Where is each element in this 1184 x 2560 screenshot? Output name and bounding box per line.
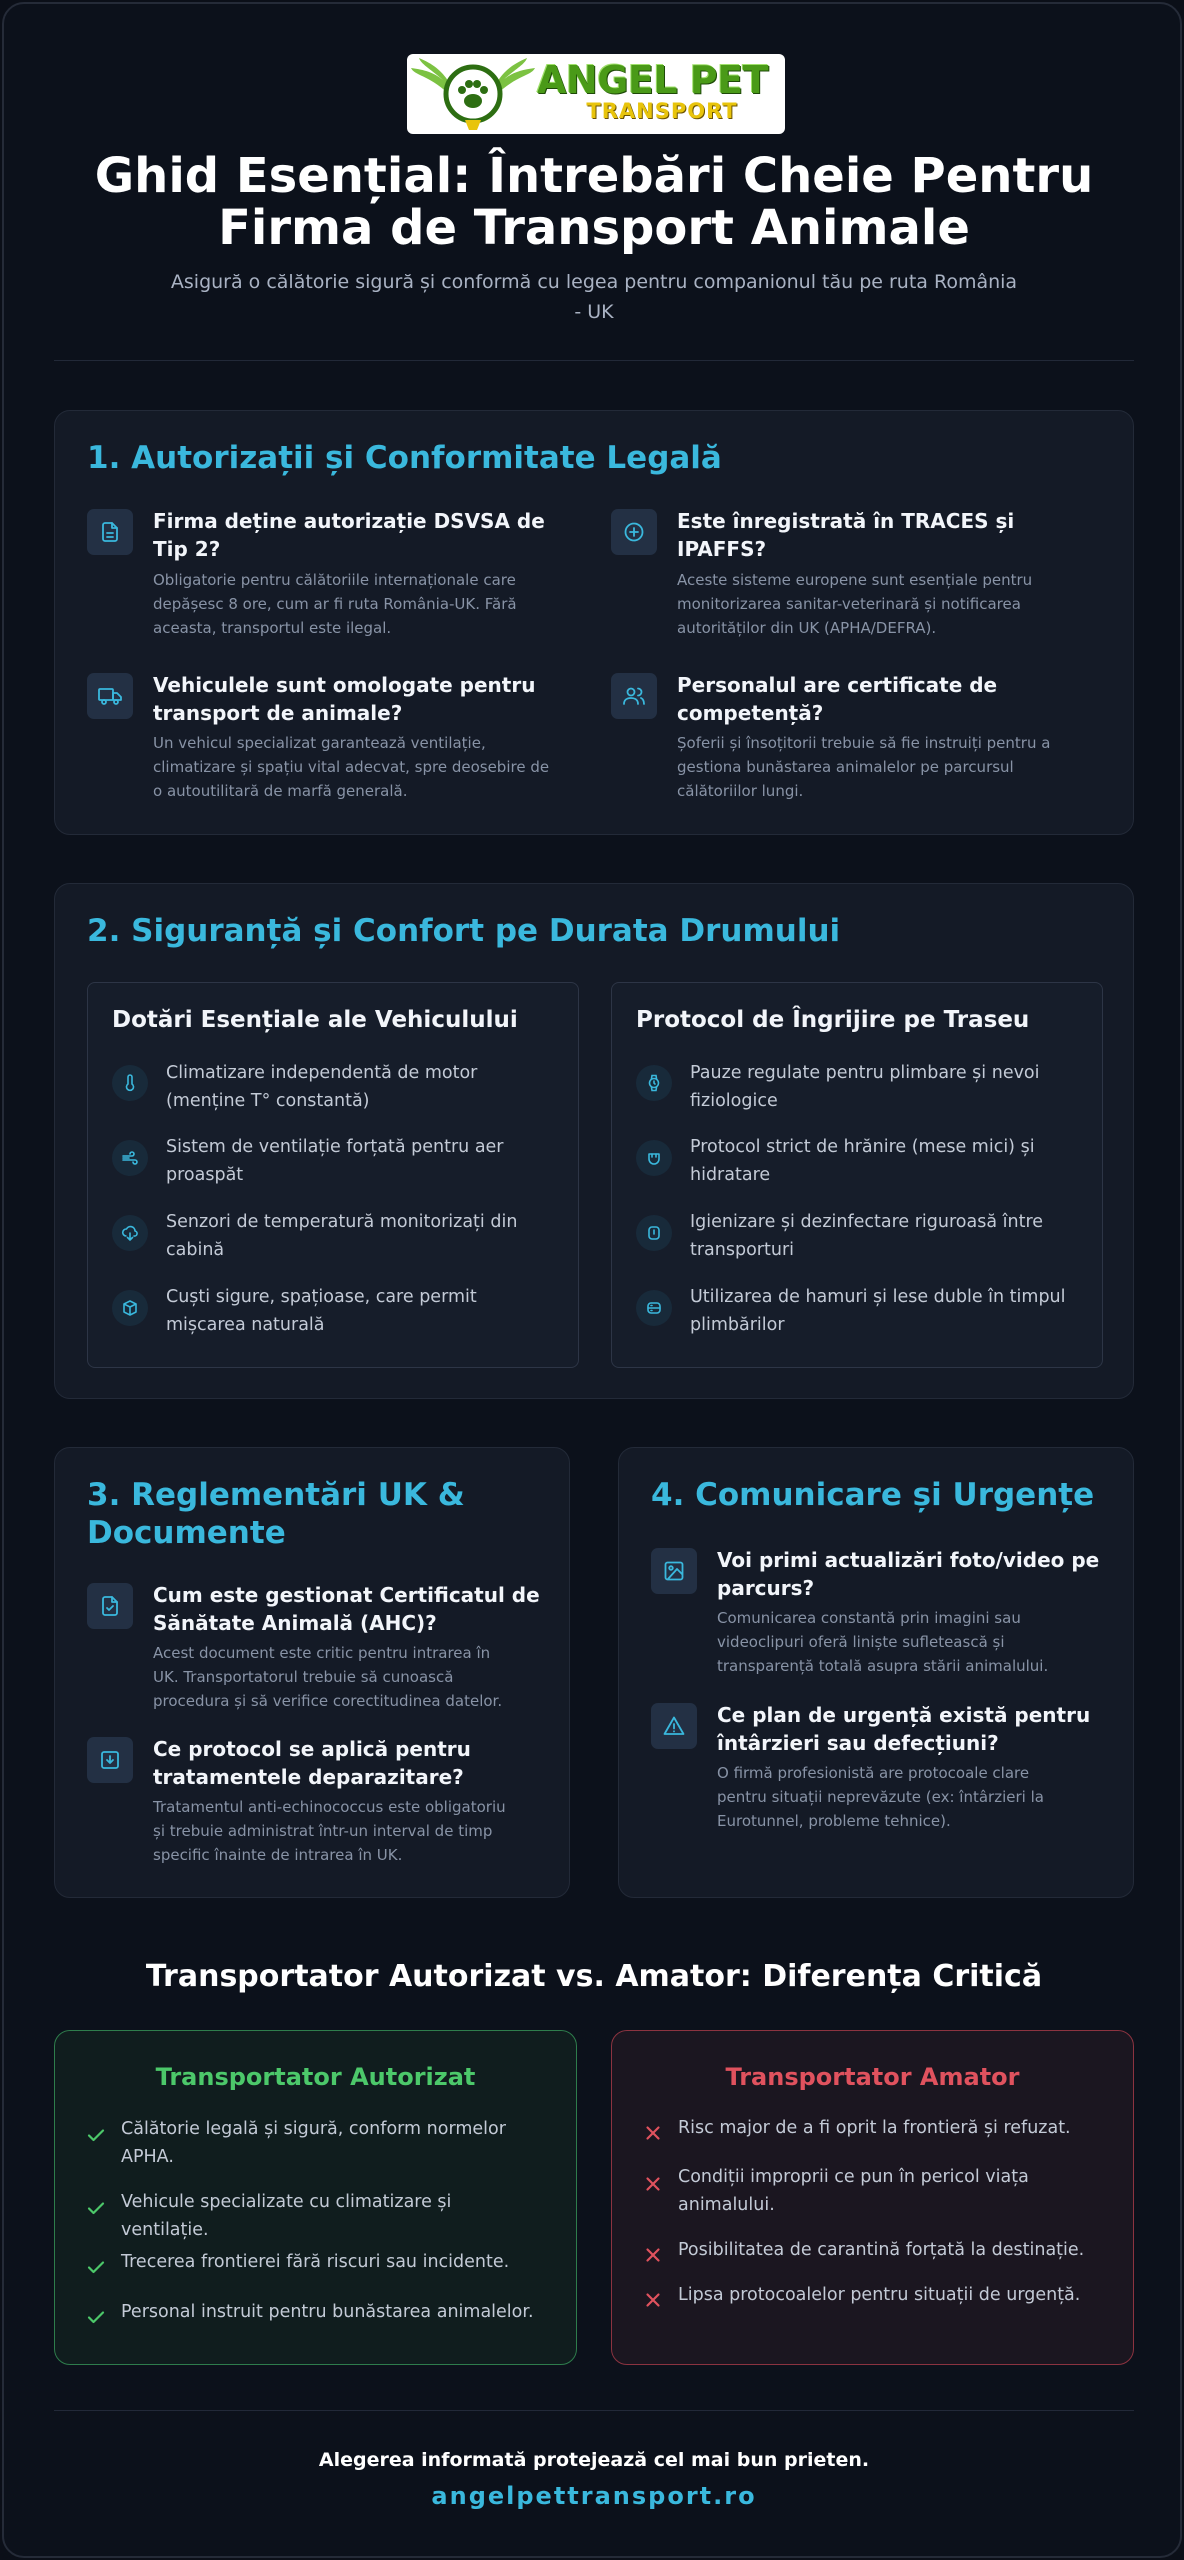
amateur-item xyxy=(678,2163,1118,2219)
question-line: Ce protocol se aplică pentru xyxy=(153,1737,471,1761)
check-icon xyxy=(85,2306,107,2328)
answer-line: videoclipuri oferă liniște sufletească și xyxy=(717,1633,1005,1651)
equipment-line: Sistem de ventilație forțată pentru aer xyxy=(166,1137,504,1157)
answer-line: procedura și să verifice corectitudinea datelor. xyxy=(153,1692,503,1710)
section-communication-title: 4. Comunicare și Urgențe xyxy=(651,1477,1095,1513)
answer-line: Acest document este critic pentru intrarea în xyxy=(153,1644,491,1662)
download-box-icon xyxy=(87,1737,133,1783)
equipment-item xyxy=(166,1283,566,1339)
sanitize-icon xyxy=(636,1215,672,1251)
watch-icon xyxy=(636,1065,672,1101)
question-line: Firma deține autorizație DSVSA de xyxy=(153,509,545,533)
question-line: Ce plan de urgență există pentru xyxy=(717,1703,1091,1727)
authorized-carrier-card xyxy=(54,2030,577,2365)
authorized-line: Călătorie legală și sigură, conform normelor xyxy=(121,2119,506,2139)
authorized-item xyxy=(121,2115,561,2171)
warning-icon xyxy=(651,1703,697,1749)
answer-line: UK. Transportatorul trebuie să cunoască xyxy=(153,1668,454,1686)
authorized-carrier-title: Transportator Autorizat xyxy=(155,2063,476,2091)
section-uk-card xyxy=(54,1447,570,1898)
logo-line2: TRANSPORT xyxy=(586,99,738,123)
image-icon xyxy=(651,1548,697,1594)
answer-line: și trebuie administrat într-un interval de timp xyxy=(153,1822,493,1840)
footer-tagline: Alegerea informată protejează cel mai bun prieten. xyxy=(318,2449,870,2471)
page-title-line2: Firma de Transport Animale xyxy=(218,200,970,256)
authorized-item xyxy=(121,2248,561,2276)
answer-line: pentru situații neprevăzute (ex: întârzieri la xyxy=(717,1788,1044,1806)
cross-icon xyxy=(642,2122,664,2144)
question-traces xyxy=(677,507,1097,563)
question-line: competență? xyxy=(677,701,824,725)
cross-icon xyxy=(642,2244,664,2266)
answer-updates xyxy=(717,1606,1117,1678)
subtitle-line2: - UK xyxy=(574,301,614,323)
care-line: Utilizarea de hamuri și lese duble în timpul xyxy=(690,1287,1066,1307)
file-check-icon xyxy=(87,1583,133,1629)
equipment-line: cabină xyxy=(166,1240,225,1260)
care-item xyxy=(690,1059,1090,1115)
care-item xyxy=(690,1283,1090,1339)
check-icon xyxy=(85,2256,107,2278)
subtitle-line1: Asigură o călătorie sigură și conformă cu legea pentru companionul tău pe ruta România xyxy=(170,271,1018,293)
authorized-line: Trecerea frontierei fără riscuri sau incidente. xyxy=(121,2252,510,2272)
authorized-line: Personal instruit pentru bunăstarea animalelor. xyxy=(121,2302,534,2322)
bowl-icon xyxy=(636,1140,672,1176)
question-updates xyxy=(717,1546,1117,1602)
footer-website-link[interactable]: angelpettransport.ro xyxy=(431,2482,757,2510)
care-item xyxy=(690,1133,1090,1189)
truck-icon xyxy=(87,673,133,719)
answer-deworming xyxy=(153,1795,553,1867)
answer-vehicles xyxy=(153,731,593,803)
answer-staff xyxy=(677,731,1117,803)
question-line: IPAFFS? xyxy=(677,537,767,561)
question-line: Sănătate Animală (AHC)? xyxy=(153,1611,437,1635)
question-line: tratamentele deparazitare? xyxy=(153,1765,464,1789)
equipment-item xyxy=(166,1059,566,1115)
question-line: Vehiculele sunt omologate pentru xyxy=(153,673,536,697)
care-protocol-title: Protocol de Îngrijire pe Traseu xyxy=(636,1007,1030,1033)
section-safety-title: 2. Siguranță și Confort pe Durata Drumului xyxy=(87,913,841,949)
answer-line: o autoutilitară de marfă generală. xyxy=(153,782,408,800)
amateur-line: Lipsa protocoalelor pentru situații de urgență. xyxy=(678,2285,1081,2305)
amateur-line: Condiții improprii ce pun în pericol viața xyxy=(678,2167,1029,2187)
check-icon xyxy=(85,2124,107,2146)
equipment-line: mișcarea naturală xyxy=(166,1315,325,1335)
leash-icon xyxy=(636,1290,672,1326)
question-line: Cum este gestionat Certificatul de xyxy=(153,1583,540,1607)
question-line: Tip 2? xyxy=(153,537,221,561)
comparison-title: Transportator Autorizat vs. Amator: Diferența Critică xyxy=(145,1959,1043,1994)
question-line: parcurs? xyxy=(717,1576,815,1600)
care-line: plimbărilor xyxy=(690,1315,785,1335)
section-communication-card xyxy=(618,1447,1134,1898)
authorized-item xyxy=(121,2298,561,2326)
answer-line: autorităților din UK (APHA/DEFRA). xyxy=(677,619,937,637)
answer-line: Eurotunnel, probleme tehnice). xyxy=(717,1812,951,1830)
amateur-line: animalului. xyxy=(678,2195,775,2215)
amateur-item xyxy=(678,2281,1118,2309)
page-title xyxy=(4,150,1182,254)
question-vehicles xyxy=(153,671,573,727)
amateur-line: Risc major de a fi oprit la frontieră și refuzat. xyxy=(678,2118,1071,2138)
care-protocol-card xyxy=(611,982,1103,1368)
answer-line: O firmă profesionistă are protocoale clare xyxy=(717,1764,1030,1782)
answer-line: gestiona bunăstarea animalelor pe parcursul xyxy=(677,758,1014,776)
answer-line: Un vehicul specializat garantează ventilație, xyxy=(153,734,486,752)
amateur-carrier-card xyxy=(611,2030,1134,2365)
equipment-line: Senzori de temperatură monitorizați din xyxy=(166,1212,518,1232)
logo-line1: ANGEL PET xyxy=(537,58,769,102)
care-item xyxy=(690,1208,1090,1264)
section-legal-title: 1. Autorizații și Conformitate Legală xyxy=(87,440,722,476)
answer-line: climatizare și spațiu vital adecvat, spre deosebire de xyxy=(153,758,550,776)
page-subtitle xyxy=(144,267,1044,327)
check-icon xyxy=(85,2197,107,2219)
header-divider xyxy=(54,360,1134,361)
equipment-line: proaspăt xyxy=(166,1165,244,1185)
equipment-line: Climatizare independentă de motor xyxy=(166,1063,478,1083)
care-line: Igienizare și dezinfectare riguroasă între xyxy=(690,1212,1044,1232)
question-emergency xyxy=(717,1701,1117,1757)
care-line: Protocol strict de hrănire (mese mici) și xyxy=(690,1137,1035,1157)
amateur-line: Posibilitatea de carantină forțată la destinație. xyxy=(678,2240,1085,2260)
answer-line: monitorizarea sanitar-veterinară și notificarea xyxy=(677,595,1021,613)
care-line: transporturi xyxy=(690,1240,795,1260)
cloud-download-icon xyxy=(112,1215,148,1251)
answer-line: Aceste sisteme europene sunt esențiale pentru xyxy=(677,571,1033,589)
answer-line: călătoriilor lungi. xyxy=(677,782,804,800)
plus-circle-icon xyxy=(611,509,657,555)
section-uk-title xyxy=(87,1476,547,1552)
amateur-item xyxy=(678,2236,1118,2264)
cross-icon xyxy=(642,2173,664,2195)
document-icon xyxy=(87,509,133,555)
box-icon xyxy=(112,1290,148,1326)
brand-logo xyxy=(407,54,785,134)
infographic-frame xyxy=(2,2,1182,2558)
section-uk-title-line: Documente xyxy=(87,1515,286,1551)
answer-ahc xyxy=(153,1641,553,1713)
authorized-item xyxy=(121,2188,561,2244)
footer-divider xyxy=(54,2410,1134,2411)
authorized-line: Vehicule specializate cu climatizare și xyxy=(121,2192,452,2212)
question-line: întârzieri sau defecțiuni? xyxy=(717,1731,999,1755)
care-line: hidratare xyxy=(690,1165,771,1185)
question-line: transport de animale? xyxy=(153,701,403,725)
answer-line: depășesc 8 ore, cum ar fi ruta România-UK. Fără xyxy=(153,595,517,613)
question-ahc xyxy=(153,1581,553,1637)
question-dsvsa xyxy=(153,507,573,563)
care-line: fiziologice xyxy=(690,1091,778,1111)
question-staff xyxy=(677,671,1097,727)
answer-line: aceasta, transportul este ilegal. xyxy=(153,619,392,637)
answer-line: specific înainte de intrarea în UK. xyxy=(153,1846,403,1864)
section-uk-title-line: 3. Reglementări UK & xyxy=(87,1477,465,1513)
authorized-line: APHA. xyxy=(121,2147,174,2167)
answer-line: Tratamentul anti-echinococcus este obligatoriu xyxy=(153,1798,506,1816)
question-line: Personalul are certificate de xyxy=(677,673,998,697)
equipment-item xyxy=(166,1208,566,1264)
amateur-item xyxy=(678,2114,1118,2142)
section-safety-card xyxy=(54,883,1134,1399)
answer-dsvsa xyxy=(153,568,583,640)
users-icon xyxy=(611,673,657,719)
answer-line: Comunicarea constantă prin imagini sau xyxy=(717,1609,1021,1627)
answer-line: transparență totală asupra stării animalului. xyxy=(717,1657,1049,1675)
answer-traces xyxy=(677,568,1107,640)
vehicle-equipment-card xyxy=(87,982,579,1368)
authorized-line: ventilație. xyxy=(121,2220,209,2240)
answer-line: Șoferii și însoțitorii trebuie să fie instruiți pentru a xyxy=(677,734,1051,752)
page-title-line1: Ghid Esențial: Întrebări Cheie Pentru xyxy=(94,148,1094,204)
section-legal-card xyxy=(54,410,1134,835)
equipment-item xyxy=(166,1133,566,1189)
answer-emergency xyxy=(717,1761,1117,1833)
question-line: Este înregistrată în TRACES și xyxy=(677,509,1015,533)
wind-icon xyxy=(112,1140,148,1176)
amateur-carrier-title: Transportator Amator xyxy=(725,2063,1020,2091)
equipment-line: Cuști sigure, spațioase, care permit xyxy=(166,1287,477,1307)
thermometer-icon xyxy=(112,1065,148,1101)
question-line: Voi primi actualizări foto/video pe xyxy=(717,1548,1100,1572)
cross-icon xyxy=(642,2289,664,2311)
vehicle-equipment-title: Dotări Esențiale ale Vehiculului xyxy=(112,1007,518,1033)
answer-line: Obligatorie pentru călătoriile internaționale care xyxy=(153,571,516,589)
care-line: Pauze regulate pentru plimbare și nevoi xyxy=(690,1063,1040,1083)
equipment-line: (menține T° constantă) xyxy=(166,1091,370,1111)
question-deworming xyxy=(153,1735,553,1791)
